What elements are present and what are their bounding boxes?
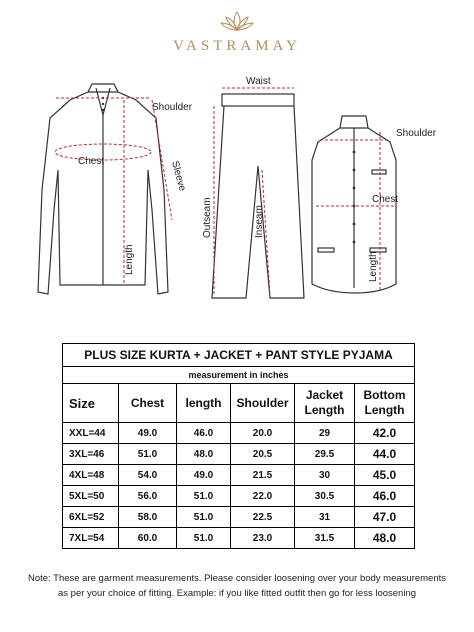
header-jacket-length: Jacket Length [295,384,355,423]
cell-size: 7XL=54 [63,528,119,549]
cell-length: 51.0 [177,528,231,549]
cell-bottom-length: 45.0 [355,465,415,486]
cell-size: 6XL=52 [63,507,119,528]
pant-outseam-label: Outseam [202,197,213,238]
cell-length: 48.0 [177,444,231,465]
cell-chest: 49.0 [119,423,177,444]
table-title: PLUS SIZE KURTA + JACKET + PANT STYLE PYJAMA [63,344,415,367]
footnote [8,571,466,601]
table-row [63,486,415,507]
cell-jacket-length: 30.5 [295,486,355,507]
table-row [63,465,415,486]
cell-chest: 54.0 [119,465,177,486]
cell-shoulder: 22.0 [231,486,295,507]
cell-shoulder: 20.0 [231,423,295,444]
header-bottom-length: Bottom Length [355,384,415,423]
cell-shoulder: 23.0 [231,528,295,549]
cell-chest: 60.0 [119,528,177,549]
cell-shoulder: 22.5 [231,507,295,528]
kurta-sleeve-label: Sleeve [169,159,188,193]
kurta-length-label: Length [124,244,135,275]
cell-size: 3XL=46 [63,444,119,465]
cell-length: 51.0 [177,486,231,507]
header-size: Size [63,384,119,423]
kurta-chest-label: Chest [78,156,105,167]
cell-shoulder: 20.5 [231,444,295,465]
cell-chest: 56.0 [119,486,177,507]
cell-chest: 58.0 [119,507,177,528]
cell-length: 49.0 [177,465,231,486]
cell-size: 5XL=50 [63,486,119,507]
size-chart [62,343,414,549]
brand-header [0,8,474,55]
pant-drawing [212,94,304,298]
table-subtitle: measurement in inches [63,367,415,384]
jacket-chest-label: Chest [372,194,399,205]
header-length: length [177,384,231,423]
jacket-shoulder-label: Shoulder [396,128,437,139]
cell-length: 46.0 [177,423,231,444]
cell-jacket-length: 30 [295,465,355,486]
cell-chest: 51.0 [119,444,177,465]
cell-jacket-length: 29.5 [295,444,355,465]
cell-bottom-length: 42.0 [355,423,415,444]
table-header-row [63,384,415,423]
pant-waist-label: Waist [246,76,271,87]
table-row [63,444,415,465]
table-row [63,528,415,549]
cell-bottom-length: 44.0 [355,444,415,465]
jacket-length-label: Length [368,251,379,282]
header-chest: Chest [119,384,177,423]
header-shoulder: Shoulder [231,384,295,423]
garment-illustration [0,70,474,330]
cell-jacket-length: 31 [295,507,355,528]
kurta-shoulder-label: Shoulder [152,102,193,113]
cell-size: XXL=44 [63,423,119,444]
table-row [63,423,415,444]
cell-bottom-length: 47.0 [355,507,415,528]
cell-bottom-length: 48.0 [355,528,415,549]
footnote-line-1: Note: These are garment measurements. Please consider loosening over your body measurements [27,573,447,584]
size-table [62,343,415,549]
brand-name: VASTRAMAY [173,38,301,54]
kurta-drawing [38,84,168,294]
cell-jacket-length: 29 [295,423,355,444]
cell-size: 4XL=48 [63,465,119,486]
lotus-logo-icon [217,8,257,36]
table-row [63,507,415,528]
cell-length: 51.0 [177,507,231,528]
cell-shoulder: 21.5 [231,465,295,486]
footnote-line-2: as per your choice of fitting. Example: if you like fitted outfit then go for less loosening [57,588,417,599]
pant-inseam-label: Inseam [254,205,265,238]
cell-bottom-length: 46.0 [355,486,415,507]
cell-jacket-length: 31.5 [295,528,355,549]
